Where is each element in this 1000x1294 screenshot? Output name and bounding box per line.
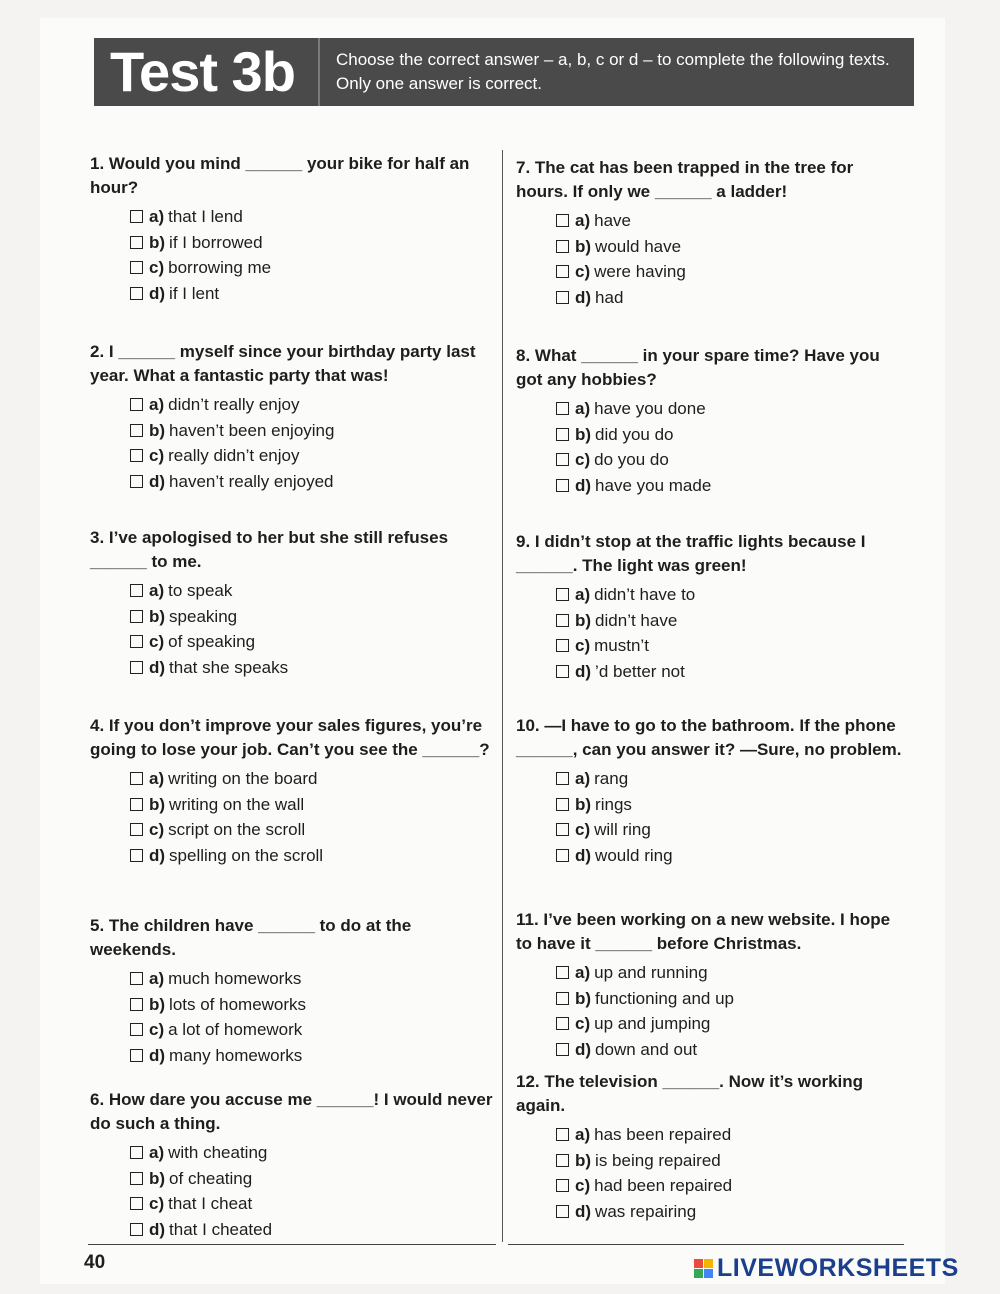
checkbox-icon[interactable] — [130, 772, 143, 785]
answer-option[interactable]: a) writing on the board — [130, 766, 494, 792]
answer-option[interactable]: a) up and running — [556, 960, 908, 986]
question-2 — [90, 340, 494, 494]
answer-option[interactable]: d) ’d better not — [556, 659, 908, 685]
answer-option[interactable]: d) was repairing — [556, 1199, 908, 1225]
answer-option[interactable]: c) do you do — [556, 447, 908, 473]
answer-option[interactable]: d) many homeworks — [130, 1043, 494, 1069]
question-9 — [516, 530, 908, 684]
answer-option[interactable]: b) if I borrowed — [130, 230, 494, 256]
checkbox-icon[interactable] — [130, 661, 143, 674]
checkbox-icon[interactable] — [130, 998, 143, 1011]
answer-option[interactable]: c) borrowing me — [130, 255, 494, 281]
question-stem: 6. How dare you accuse me ______! I would never do such a thing. — [90, 1090, 493, 1133]
checkbox-icon[interactable] — [130, 1049, 143, 1062]
brand-logo[interactable] — [694, 1254, 959, 1283]
checkbox-icon[interactable] — [130, 849, 143, 862]
answer-option[interactable]: d) if I lent — [130, 281, 494, 307]
checkbox-icon[interactable] — [556, 849, 569, 862]
answer-option[interactable]: d) would ring — [556, 843, 908, 869]
answer-option[interactable]: b) didn’t have — [556, 608, 908, 634]
answer-option[interactable]: c) mustn’t — [556, 633, 908, 659]
answer-option[interactable]: b) lots of homeworks — [130, 992, 494, 1018]
checkbox-icon[interactable] — [130, 424, 143, 437]
checkbox-icon[interactable] — [556, 614, 569, 627]
question-stem: 7. The cat has been trapped in the tree for hours. If only we ______ a ladder! — [516, 158, 854, 201]
answer-option[interactable]: a) have you done — [556, 396, 908, 422]
answer-option[interactable]: d) that she speaks — [130, 655, 494, 681]
checkbox-icon[interactable] — [130, 1172, 143, 1185]
answer-option[interactable]: a) didn’t really enjoy — [130, 392, 494, 418]
checkbox-icon[interactable] — [556, 479, 569, 492]
footer-rule — [88, 1244, 496, 1245]
answer-option[interactable]: c) will ring — [556, 817, 908, 843]
answer-option[interactable]: c) of speaking — [130, 629, 494, 655]
answer-option[interactable]: b) functioning and up — [556, 986, 908, 1012]
question-1 — [90, 152, 494, 306]
checkbox-icon[interactable] — [130, 584, 143, 597]
checkbox-icon[interactable] — [130, 1197, 143, 1210]
question-stem: 10. —I have to go to the bathroom. If the phone ______, can you answer it? —Sure, no problem. — [516, 716, 902, 759]
question-stem: 5. The children have ______ to do at the weekends. — [90, 916, 412, 959]
checkbox-icon[interactable] — [130, 261, 143, 274]
answer-option[interactable]: d) have you made — [556, 473, 908, 499]
checkbox-icon[interactable] — [556, 798, 569, 811]
brand-name: LIVEWORKSHEETS — [717, 1254, 959, 1282]
answer-option[interactable]: a) much homeworks — [130, 966, 494, 992]
answer-option[interactable]: c) a lot of homework — [130, 1017, 494, 1043]
checkbox-icon[interactable] — [556, 428, 569, 441]
answer-option[interactable]: a) to speak — [130, 578, 494, 604]
checkbox-icon[interactable] — [130, 210, 143, 223]
question-8 — [516, 344, 908, 498]
answer-option[interactable]: b) rings — [556, 792, 908, 818]
answer-option[interactable]: d) down and out — [556, 1037, 908, 1063]
answer-option[interactable]: c) had been repaired — [556, 1173, 908, 1199]
answer-option[interactable]: b) of cheating — [130, 1166, 494, 1192]
question-5 — [90, 914, 494, 1068]
answer-option[interactable]: b) is being repaired — [556, 1148, 908, 1174]
checkbox-icon[interactable] — [130, 972, 143, 985]
checkbox-icon[interactable] — [556, 214, 569, 227]
checkbox-icon[interactable] — [130, 635, 143, 648]
answer-option[interactable]: a) has been repaired — [556, 1122, 908, 1148]
checkbox-icon[interactable] — [556, 1205, 569, 1218]
checkbox-icon[interactable] — [130, 610, 143, 623]
checkbox-icon[interactable] — [130, 287, 143, 300]
checkbox-icon[interactable] — [556, 1154, 569, 1167]
answer-option[interactable]: d) that I cheated — [130, 1217, 494, 1243]
question-4 — [90, 714, 494, 868]
answer-option[interactable]: a) have — [556, 208, 908, 234]
question-stem: 2. I ______ myself since your birthday party last year. What a fantastic party that was! — [90, 342, 476, 385]
answer-option[interactable]: d) spelling on the scroll — [130, 843, 494, 869]
checkbox-icon[interactable] — [556, 772, 569, 785]
checkbox-icon[interactable] — [556, 265, 569, 278]
question-12 — [516, 1070, 908, 1224]
checkbox-icon[interactable] — [556, 291, 569, 304]
checkbox-icon[interactable] — [556, 453, 569, 466]
checkbox-icon[interactable] — [556, 1179, 569, 1192]
test-header — [94, 38, 914, 106]
question-stem: 11. I’ve been working on a new website. I hope to have it ______ before Christmas. — [516, 910, 891, 953]
question-stem: 12. The television ______. Now it’s working again. — [516, 1072, 864, 1115]
checkbox-icon[interactable] — [130, 1146, 143, 1159]
checkbox-icon[interactable] — [556, 823, 569, 836]
answer-option[interactable]: b) did you do — [556, 422, 908, 448]
question-stem: 9. I didn’t stop at the traffic lights because I ______. The light was green! — [516, 532, 866, 575]
answer-option[interactable]: a) with cheating — [130, 1140, 494, 1166]
answer-option[interactable]: c) really didn’t enjoy — [130, 443, 494, 469]
question-stem: 1. Would you mind ______ your bike for half an hour? — [90, 154, 470, 197]
checkbox-icon[interactable] — [130, 475, 143, 488]
question-7 — [516, 156, 908, 310]
question-10 — [516, 714, 908, 868]
liveworksheets-logo-icon — [694, 1259, 713, 1278]
checkbox-icon[interactable] — [130, 1023, 143, 1036]
question-11 — [516, 908, 908, 1062]
column-divider — [502, 150, 503, 1242]
answer-option[interactable]: c) up and jumping — [556, 1011, 908, 1037]
checkbox-icon[interactable] — [556, 402, 569, 415]
page-number: 40 — [84, 1252, 106, 1273]
checkbox-icon[interactable] — [556, 1017, 569, 1030]
answer-option[interactable]: a) that I lend — [130, 204, 494, 230]
checkbox-icon[interactable] — [556, 240, 569, 253]
answer-option[interactable]: c) were having — [556, 259, 908, 285]
checkbox-icon[interactable] — [556, 665, 569, 678]
checkbox-icon[interactable] — [130, 798, 143, 811]
test-instructions: Choose the correct answer – a, b, c or d – to complete the following texts. Only one answer is correct. — [336, 50, 890, 93]
checkbox-icon[interactable] — [130, 236, 143, 249]
footer-rule — [508, 1244, 904, 1245]
checkbox-icon[interactable] — [130, 823, 143, 836]
test-title: Test 3b — [94, 38, 320, 106]
answer-option[interactable]: b) haven’t been enjoying — [130, 418, 494, 444]
checkbox-icon[interactable] — [130, 449, 143, 462]
answer-option[interactable]: b) writing on the wall — [130, 792, 494, 818]
checkbox-icon[interactable] — [556, 992, 569, 1005]
answer-option[interactable]: a) rang — [556, 766, 908, 792]
checkbox-icon[interactable] — [556, 966, 569, 979]
question-6 — [90, 1088, 494, 1242]
question-stem: 3. I’ve apologised to her but she still refuses ______ to me. — [90, 528, 449, 571]
answer-option[interactable]: d) had — [556, 285, 908, 311]
checkbox-icon[interactable] — [556, 1128, 569, 1141]
answer-option[interactable]: b) would have — [556, 234, 908, 260]
question-3 — [90, 526, 494, 680]
checkbox-icon[interactable] — [556, 588, 569, 601]
answer-option[interactable]: c) script on the scroll — [130, 817, 494, 843]
checkbox-icon[interactable] — [130, 1223, 143, 1236]
answer-option[interactable]: b) speaking — [130, 604, 494, 630]
answer-option[interactable]: c) that I cheat — [130, 1191, 494, 1217]
answer-option[interactable]: a) didn’t have to — [556, 582, 908, 608]
checkbox-icon[interactable] — [556, 639, 569, 652]
question-stem: 4. If you don’t improve your sales figures, you’re going to lose your job. Can’t you see the ______? — [90, 716, 490, 759]
question-stem: 8. What ______ in your spare time? Have you got any hobbies? — [516, 346, 880, 389]
checkbox-icon[interactable] — [556, 1043, 569, 1056]
answer-option[interactable]: d) haven’t really enjoyed — [130, 469, 494, 495]
checkbox-icon[interactable] — [130, 398, 143, 411]
